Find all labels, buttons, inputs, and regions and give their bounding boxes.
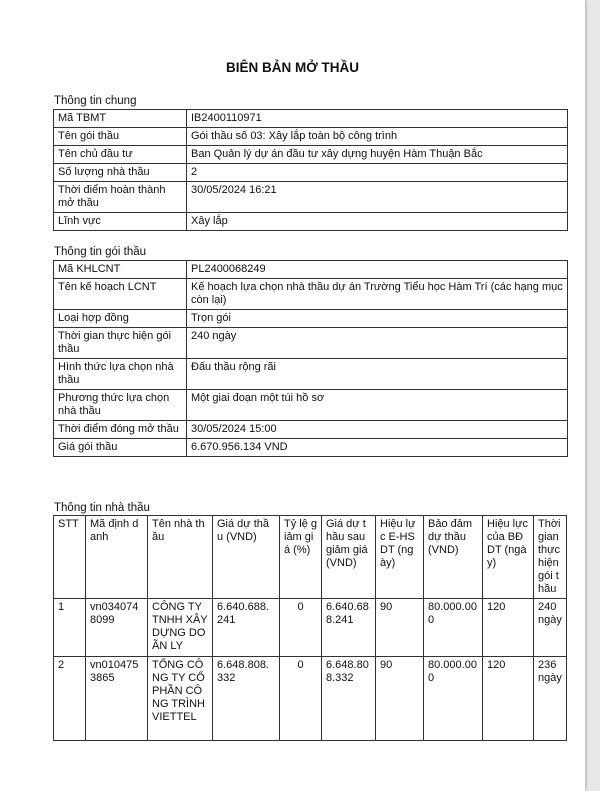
column-header: Bảo đảm dự thầu (VND) — [424, 516, 483, 599]
table-row: Phương thức lựa chọn nhà thầu Một giai đoạn một túi hồ sơ — [54, 390, 568, 421]
general-info-table — [53, 109, 568, 231]
column-header: Hiệu lực của BĐ DT (ngày) — [483, 516, 534, 599]
column-header: Mã định danh — [86, 516, 148, 599]
table-row: Thời gian thực hiện gói thầu 240 ngày — [54, 328, 568, 359]
table-row: Tên kế hoạch LCNT Kế hoạch lựa chọn nhà thầu dự án Trường Tiểu học Hàm Trí (các hạng mục còn lại) — [54, 279, 568, 310]
table-row: Tên chủ đầu tư Ban Quản lý dự án đầu tư xây dựng huyện Hàm Thuận Bắc — [54, 146, 568, 164]
column-header: Tỷ lệ giảm giá (%) — [280, 516, 322, 599]
column-header: Hiệu lực E-HSDT (ngày) — [376, 516, 424, 599]
table-row: 1 vn0340748099 CÔNG TY TNHH XÂY DỰNG DOÃN LY 6.640.688.241 0 6.640.688.241 90 80.000.000 120 240 ngày — [54, 599, 567, 657]
table-row: Thời điểm hoàn thành mở thầu 30/05/2024 16:21 — [54, 182, 568, 213]
bidders-section-label: Thông tin nhà thầu — [54, 502, 150, 514]
column-header: Giá dự thầu sau giảm giá (VND) — [322, 516, 376, 599]
table-row: Lĩnh vực Xây lắp — [54, 213, 568, 231]
table-row: Mã TBMT IB2400110971 — [54, 110, 568, 128]
general-section-label: Thông tin chung — [54, 95, 137, 107]
table-row: Số lượng nhà thầu 2 — [54, 164, 568, 182]
table-row: Hình thức lựa chọn nhà thầu Đấu thầu rộng rãi — [54, 359, 568, 390]
table-row: Loại hợp đồng Trọn gói — [54, 310, 568, 328]
table-row: Mã KHLCNT PL2400068249 — [54, 261, 568, 279]
table-row: Giá gói thầu 6.670.956.134 VND — [54, 439, 568, 457]
column-header: STT — [54, 516, 86, 599]
table-row: 2 vn0104753865 TỔNG CÔNG TY CỔ PHẦN CÔNG TRÌNH VIETTEL 6.648.808.332 0 6.648.808.332 90 80.000.000 120 236 ngày — [54, 657, 567, 741]
package-section-label: Thông tin gói thầu — [54, 246, 147, 258]
table-row: Thời điểm đóng mở thầu 30/05/2024 15:00 — [54, 421, 568, 439]
table-row: Tên gói thầu Gói thầu số 03: Xây lắp toàn bộ công trình — [54, 128, 568, 146]
page-title: BIÊN BẢN MỞ THẦU — [225, 60, 359, 75]
column-header: Thời gian thực hiện gói thầu — [534, 516, 567, 599]
package-info-table — [53, 260, 568, 457]
bidders-table — [53, 515, 567, 741]
column-header: Giá dự thầu (VND) — [213, 516, 280, 599]
column-header: Tên nhà thầu — [148, 516, 213, 599]
table-header-row — [54, 516, 567, 599]
